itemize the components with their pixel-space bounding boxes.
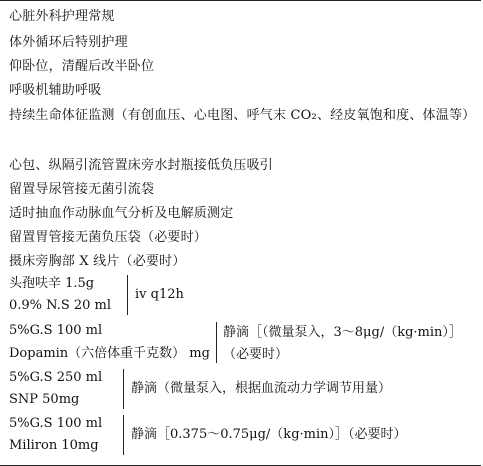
medication-item: Dopamin（六倍体重千克数） mg <box>9 346 210 361</box>
order-line-7: 留置导尿管接无菌引流袋 <box>9 182 155 197</box>
medication-group-snp <box>9 369 479 411</box>
medication-item: 5%G.S 250 ml <box>9 370 103 385</box>
medication-item: 0.9% N.S 20 ml <box>9 298 112 313</box>
medication-instruction: 静滴［（微量泵入，3～8μg/（kg·min）］（必要时） <box>223 325 462 362</box>
group-bracket <box>127 275 128 315</box>
group-bracket <box>123 369 124 409</box>
medication-item: Miliron 10mg <box>9 438 99 453</box>
group-bracket <box>216 322 217 363</box>
medication-item: 头孢呋辛 1.5g <box>9 276 95 291</box>
order-line-4: 呼吸机辅助呼吸 <box>9 83 102 98</box>
medication-instruction: iv q12h <box>135 287 184 302</box>
medication-item: 5%G.S 100 ml <box>9 416 103 431</box>
order-line-6: 心包、纵隔引流管置床旁水封瓶接低负压吸引 <box>9 158 274 173</box>
order-line-1: 心脏外科护理常规 <box>9 9 115 24</box>
order-line-8: 适时抽血作动脉血气分析及电解质测定 <box>9 206 234 221</box>
medication-group-dopamine <box>9 322 479 364</box>
order-line-2: 体外循环后特别护理 <box>9 35 128 50</box>
order-line-5: 持续生命体征监测（有创血压、心电图、呼气末 CO₂、经皮氧饱和度、体温等） <box>9 108 476 123</box>
medication-instruction: 静滴［0.375～0.75μg/（kg·min）］（必要时） <box>131 427 407 442</box>
medication-item: SNP 50mg <box>9 392 80 407</box>
medication-group-milrinone <box>9 415 479 457</box>
order-line-10: 摄床旁胸部 X 线片（必要时） <box>9 254 186 269</box>
order-line-9: 留置胃管接无菌负压袋（必要时） <box>9 230 208 245</box>
group-bracket <box>123 415 124 455</box>
order-line-3: 仰卧位，清醒后改半卧位 <box>9 59 155 74</box>
medication-group-cefuroxime <box>9 275 469 317</box>
medication-item: 5%G.S 100 ml <box>9 323 103 338</box>
medication-instruction: 静滴（微量泵入，根据血流动力学调节用量） <box>131 381 392 396</box>
